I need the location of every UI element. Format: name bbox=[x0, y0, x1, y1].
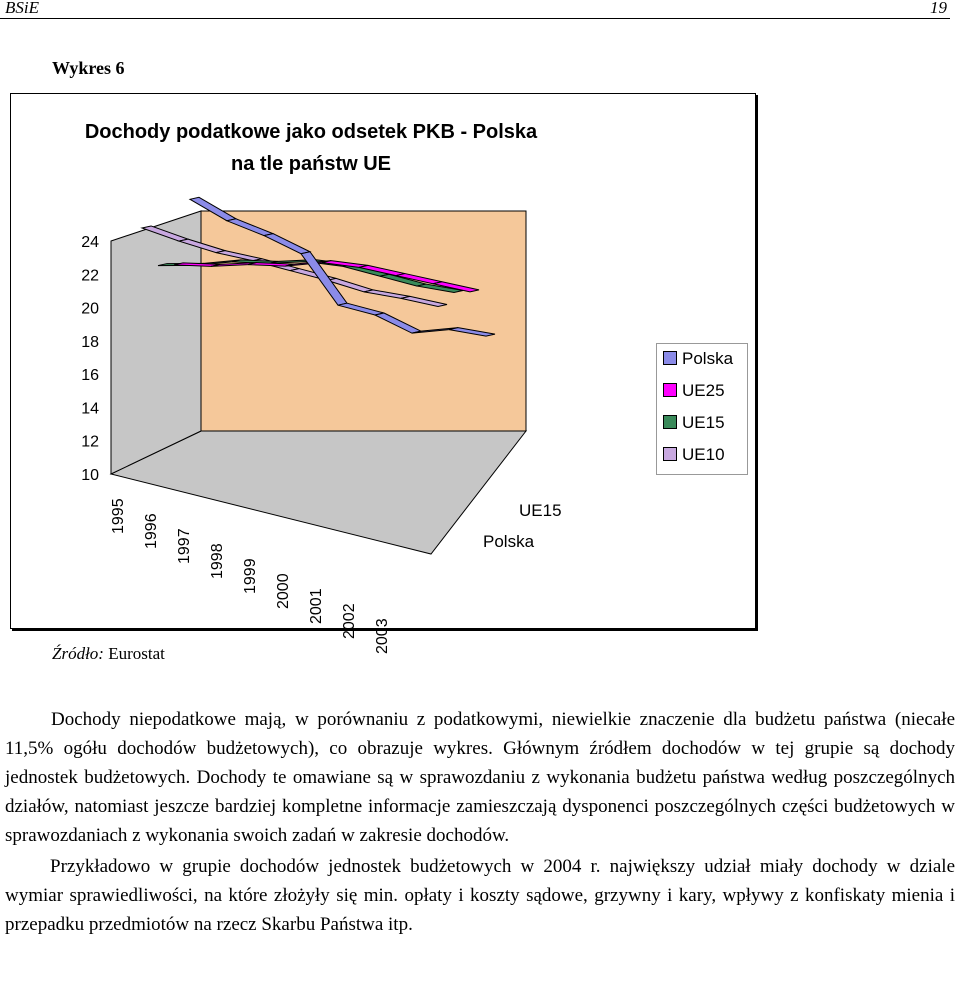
y-tick-label: 20 bbox=[81, 300, 99, 318]
chart-title-line-1: Dochody podatkowe jako odsetek PKB - Polska bbox=[84, 121, 538, 143]
x-tick-label: 1998 bbox=[209, 543, 226, 579]
y-tick-label: 12 bbox=[81, 433, 99, 451]
chart-side-wall bbox=[111, 211, 201, 474]
y-tick-label: 24 bbox=[81, 234, 99, 251]
x-tick-label: 1995 bbox=[110, 498, 127, 534]
y-tick-label: 18 bbox=[81, 333, 99, 351]
depth-label: UE15 bbox=[519, 501, 562, 520]
figure-label: Wykres 6 bbox=[52, 58, 125, 78]
paragraph-1: Dochody niepodatkowe mają, w porównaniu z podatkowymi, niewielkie znaczenie dla budżetu państwa (niecałe 11,5% ogółu dochodów budżetowych), co obrazuje wykres. Głównym źródłem dochodów w tej grupie są dochody jednostek budżetowych. Dochody te omawiane są w sprawozdaniu z wykonania budżetu państwa według poszczególnych działów, natomiast jeszcze bardziej kompletne informacje zamieszczają dysponenci poszczególnych części budżetowych w sprawozdaniach z wykonania swoich zadań w zakresie dochodów. bbox=[5, 709, 955, 846]
source-label: Źródło: bbox=[52, 644, 104, 663]
legend-swatch-ue15 bbox=[663, 415, 677, 429]
x-tick-label: 1997 bbox=[176, 528, 193, 564]
depth-label: Polska bbox=[483, 532, 535, 551]
x-tick-label: 2003 bbox=[374, 618, 391, 654]
chart-source bbox=[52, 644, 165, 664]
legend-label-ue15: UE15 bbox=[682, 413, 725, 432]
legend-swatch-ue25 bbox=[663, 383, 677, 397]
page-header bbox=[0, 0, 950, 19]
paragraph-2: Przykładowo w grupie dochodów jednostek budżetowych w 2004 r. największy udział miały dochody w dziale wymiar sprawiedliwości, na które złożyły się min. opłaty i koszty sądowe, grzywny i kary, wpływy z konfiskaty mienia i przepadku przedmiotów na rzecz Skarbu Państwa itp. bbox=[5, 856, 955, 935]
x-tick-label: 1999 bbox=[242, 558, 259, 594]
legend-item-ue25 bbox=[663, 380, 725, 402]
x-tick-label: 2000 bbox=[275, 573, 292, 609]
source-value: Eurostat bbox=[108, 644, 165, 663]
legend-item-ue10 bbox=[663, 444, 725, 466]
y-tick-label: 10 bbox=[81, 467, 99, 484]
x-tick-label: 2001 bbox=[308, 588, 325, 624]
legend-item-ue15 bbox=[663, 412, 725, 434]
y-tick-label: 16 bbox=[81, 367, 99, 385]
y-tick-label: 14 bbox=[81, 400, 99, 418]
body-text bbox=[5, 705, 955, 941]
legend-label-ue25: UE25 bbox=[682, 381, 725, 400]
chart-title bbox=[11, 116, 611, 180]
header-page-number: 19 bbox=[930, 0, 947, 17]
chart-legend bbox=[656, 343, 748, 475]
x-tick-label: 1996 bbox=[143, 513, 160, 549]
header-publication: BSiE bbox=[5, 0, 39, 17]
x-tick-label: 2002 bbox=[341, 603, 358, 639]
y-tick-label: 22 bbox=[81, 267, 99, 285]
chart-back-wall bbox=[201, 211, 526, 431]
legend-swatch-polska bbox=[663, 351, 677, 365]
legend-label-polska: Polska bbox=[682, 349, 734, 368]
legend-item-polska bbox=[663, 348, 733, 370]
legend-swatch-ue10 bbox=[663, 447, 677, 461]
legend-label-ue10: UE10 bbox=[682, 445, 725, 464]
chart-title-line-2: na tle państw UE bbox=[230, 153, 392, 175]
